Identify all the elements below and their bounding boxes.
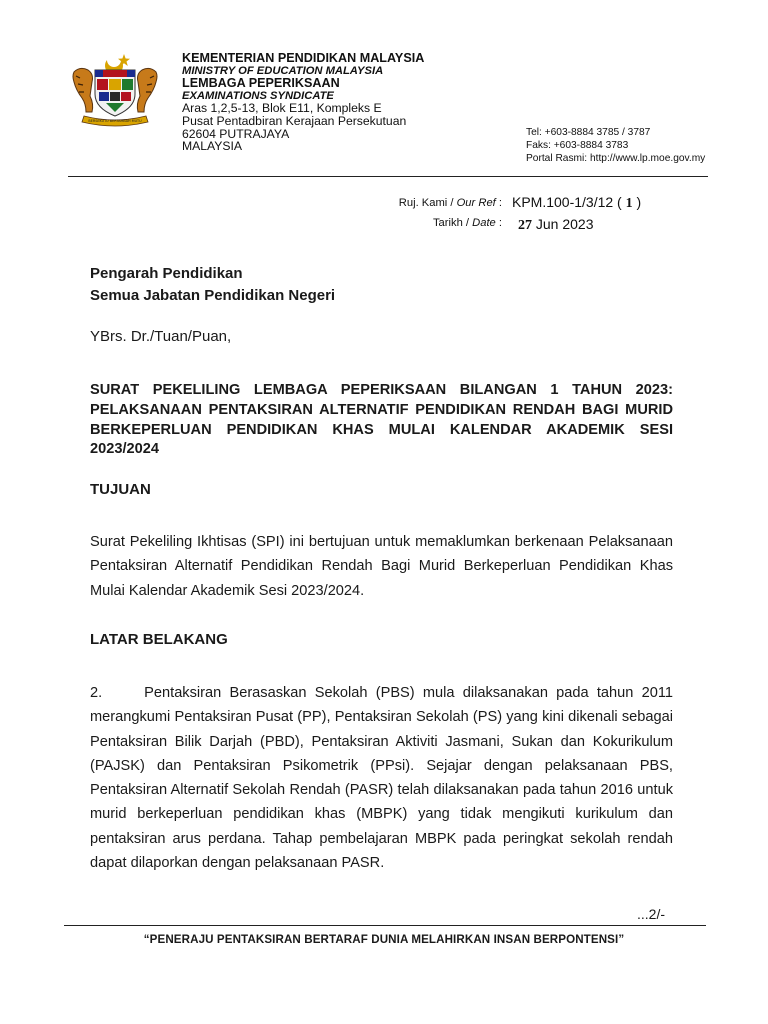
paragraph-2: [90, 681, 673, 875]
footer-motto: “PENERAJU PENTAKSIRAN BERTARAF DUNIA MELAHIRKAN INSAN BERPONTENSI”: [143, 933, 625, 946]
paragraph-number: 2.: [90, 685, 103, 701]
salutation: YBrs. Dr./Tuan/Puan,: [90, 328, 232, 345]
date-label: Tarikh / Date :: [432, 217, 502, 229]
our-ref-value: KPM.100-1/3/12 ( 1 ): [512, 194, 642, 211]
recipient-line: Semua Jabatan Pendidikan Negeri: [90, 286, 336, 304]
date-value: 27 Jun 2023: [518, 216, 594, 233]
handwritten-date-day: 27: [518, 218, 532, 233]
section-heading-latar-belakang: LATAR BELAKANG: [90, 631, 228, 648]
ministry-name: KEMENTERIAN PENDIDIKAN MALAYSIA: [182, 51, 425, 65]
paragraph-2-text: Pentaksiran Berasaskan Sekolah (PBS) mula dilaksanakan pada tahun 2011 merangkumi Pentaksiran Pusat (PP), Pentaksiran Sekolah (PS) yang kini dikenali sebagai Pentaksiran Bilik Darjah (PBD), Pentaksiran Aktiviti Jasmani, Sukan dan Kokurikulum (PAJSK) dan Pentaksiran Psikometrik (PPsi). Sejajar dengan pelaksanaan PBS, Pentaksiran Alternatif Sekolah Rendah (PASR) telah dilaksanakan pada tahun 2016 untuk murid berkeperluan pendidikan khas (MBPK) yang tidak mengikuti kurikulum dan pentaksiran arus perdana. Tahap pembelajaran MBPK pada peringkat sekolah rendah dapat dilaporkan dengan pelaksanaan PASR.: [90, 685, 673, 872]
letterhead-contact: [526, 126, 705, 166]
letterhead-organisation: [182, 52, 424, 153]
section-heading-tujuan: TUJUAN: [90, 481, 151, 498]
recipient-block: [90, 263, 335, 306]
ministry-name-english: MINISTRY OF EDUCATION MALAYSIA: [182, 64, 384, 77]
board-name-english: EXAMINATIONS SYNDICATE: [182, 89, 334, 102]
address-line: MALAYSIA: [182, 139, 243, 154]
letter-subject: SURAT PEKELILING LEMBAGA PEPERIKSAAN BILANGAN 1 TAHUN 2023: PELAKSANAAN PENTAKSIRAN ALTERNATIF PENDIDIKAN RENDAH BAGI MURID BERKEPERLUAN PENDIDIKAN KHAS MULAI KALENDAR AKADEMIK SESI 2023/2024: [90, 382, 673, 458]
tujuan-paragraph: Surat Pekeliling Ikhtisas (SPI) ini bertujuan untuk memaklumkan berkenaan Pelaksanaan Pentaksiran Alternatif Pendidikan Rendah Bagi Murid Berkeperluan Pendidikan Khas Mulai Kalendar Akademik Sesi 2023/2024.: [90, 534, 673, 599]
recipient-line: Pengarah Pendidikan: [90, 265, 243, 282]
address-line: Pusat Pentadbiran Kerajaan Persekutuan: [182, 113, 407, 128]
header-divider: [68, 176, 708, 177]
footer-divider: [64, 925, 706, 926]
fax: Faks: +603-8884 3783: [526, 140, 629, 152]
portal-link[interactable]: Portal Rasmi: http://www.lp.moe.gov.my: [526, 153, 706, 165]
telephone: Tel: +603-8884 3785 / 3787: [526, 127, 651, 138]
malaysia-coat-of-arms-icon: [66, 50, 164, 128]
address-line: Aras 1,2,5-13, Blok E11, Kompleks E: [182, 101, 382, 116]
board-name: LEMBAGA PEPERIKSAAN: [182, 76, 340, 91]
handwritten-ref-number: 1: [625, 196, 633, 211]
our-ref-label: Ruj. Kami / Our Ref :: [398, 197, 502, 209]
crest-scroll-text: BERSEKUTU BERTAMBAH MUTU: [88, 119, 142, 123]
page-continuation: ...2/-: [637, 906, 666, 922]
address-line: 62604 PUTRAJAYA: [182, 126, 290, 141]
